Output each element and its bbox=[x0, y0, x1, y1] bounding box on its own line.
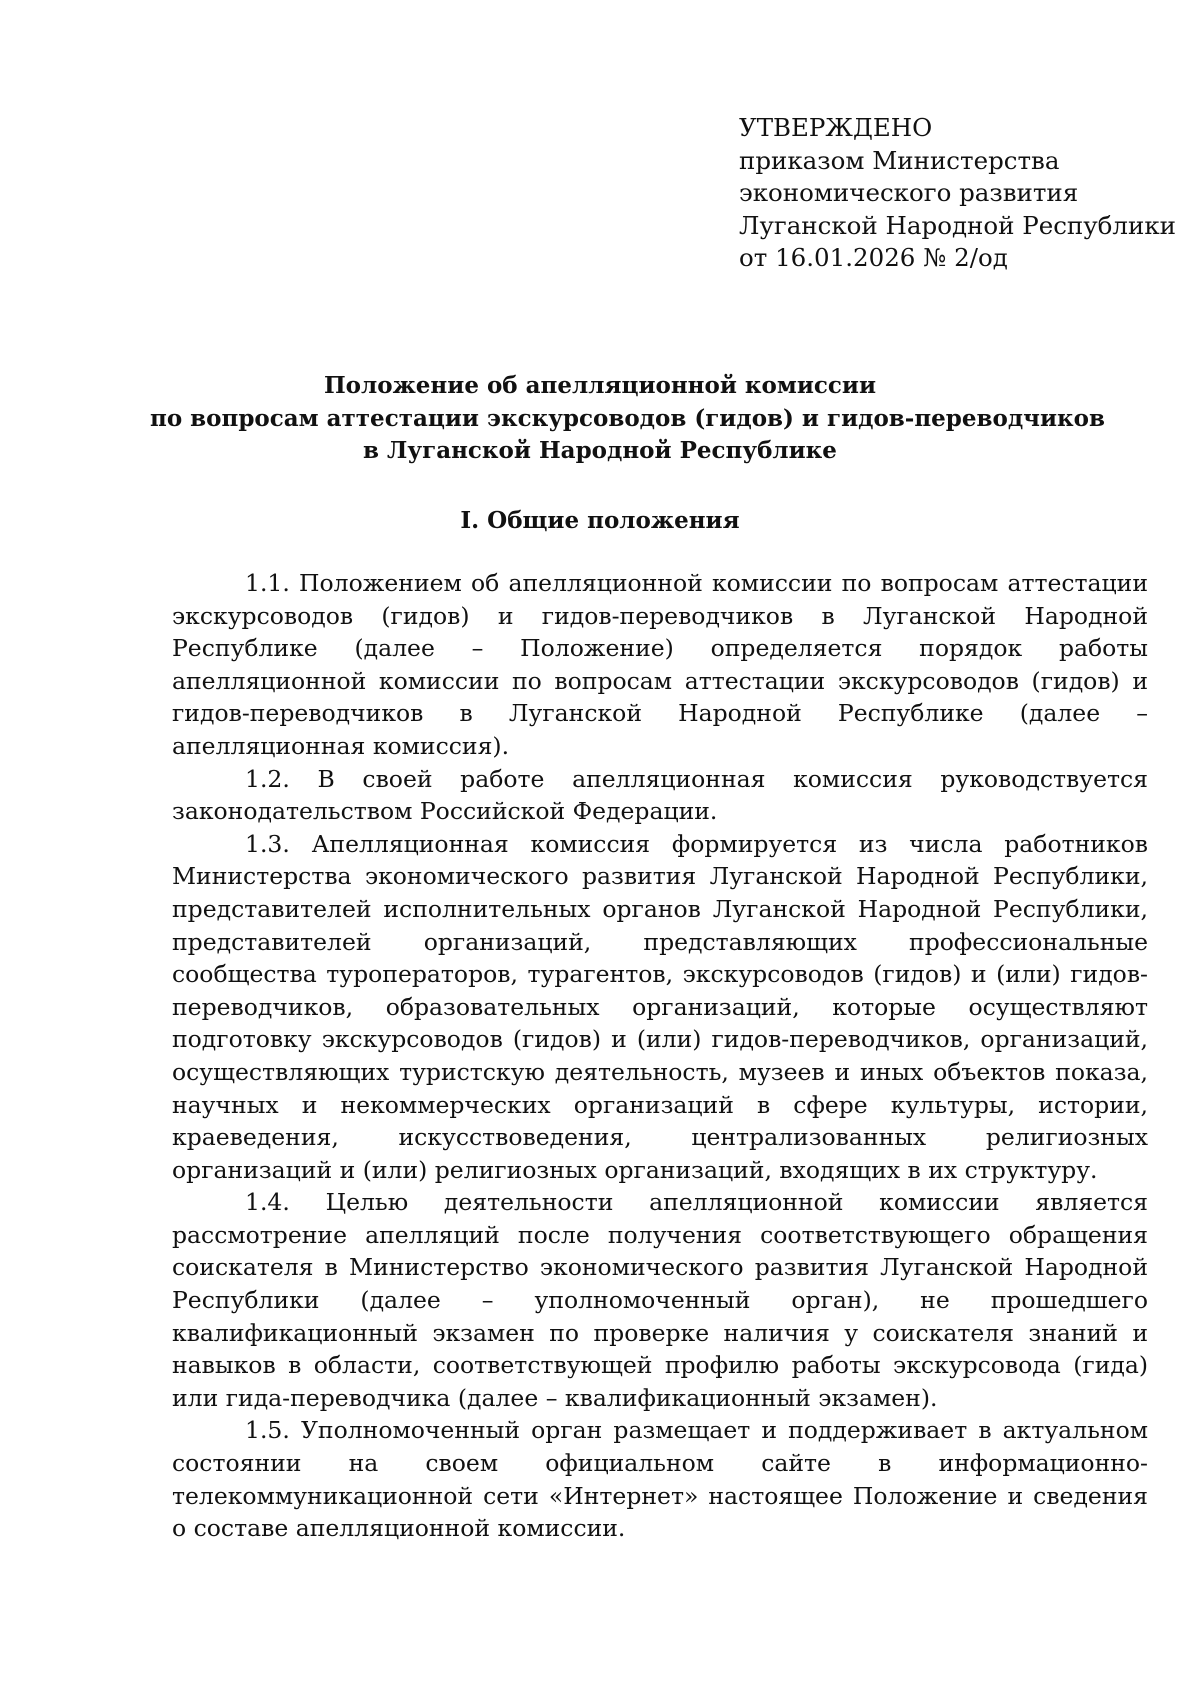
section-heading: I. Общие положения bbox=[460, 507, 740, 534]
approval-order-line: приказом Министерства bbox=[739, 145, 1060, 175]
document-body bbox=[172, 567, 1148, 1545]
paragraph-1-3: 1.3. Апелляционная комиссия формируется из числа работников Министерства экономического развития Луганской Народной Республики, представителей исполнительных органов Луганской Народной Республики, представителей организаций, представляющих профессиональные сообщества туроператоров, турагентов, экскурсоводов (гидов) и (или) гидов-переводчиков, образовательных организаций, которые осуществляют подготовку экскурсоводов (гидов) и (или) гидов-переводчиков, организаций, осуществляющих туристскую деятельность, музеев и иных объектов показа, научных и некоммерческих организаций в сфере культуры, истории, краеведения, искусствоведения, централизованных религиозных организаций и (или) религиозных организаций, входящих в их структуру. bbox=[172, 829, 1148, 1184]
document-title bbox=[150, 370, 1105, 468]
document-title-line-1: Положение об апелляционной комиссии bbox=[323, 372, 877, 399]
paragraph-1-1: 1.1. Положением об апелляционной комиссии по вопросам аттестации экскурсоводов (гидов) и гидов-переводчиков в Луганской Народной Республике (далее – Положение) определяется порядок работы апелляционной комиссии по вопросам аттестации экскурсоводов (гидов) и гидов-переводчиков в Луганской Народной Республике (далее – апелляционная комиссия). bbox=[172, 569, 1148, 760]
document-title-line-3: в Луганской Народной Республике bbox=[363, 437, 837, 464]
approval-date-number: от 16.01.2026 № 2/од bbox=[739, 243, 1008, 272]
paragraph-1-4: 1.4. Целью деятельности апелляционной комиссии является рассмотрение апелляций после получения соответствующего обращения соискателя в Министерство экономического развития Луганской Народной Республики (далее – уполномоченный орган), не прошедшего квалификационный экзамен по проверке наличия у соискателя знаний и навыков в области, соответствующей профилю работы экскурсовода (гида) или гида-переводчика (далее – квалификационный экзамен). bbox=[172, 1188, 1148, 1412]
approval-ministry-line: экономического развития bbox=[739, 178, 1079, 207]
approval-republic-line: Луганской Народной Республики bbox=[739, 210, 1176, 240]
paragraph-1-5: 1.5. Уполномоченный орган размещает и поддерживает в актуальном состоянии на своем официальном сайте в информационно-телекоммуникационной сети «Интернет» настоящее Положение и сведения о составе апелляционной комиссии. bbox=[172, 1416, 1148, 1543]
approval-stamp-block bbox=[739, 112, 1179, 275]
document-title-line-2: по вопросам аттестации экскурсоводов (гидов) и гидов-переводчиков bbox=[150, 404, 1105, 432]
approval-heading: УТВЕРЖДЕНО bbox=[739, 113, 933, 142]
paragraph-1-2: 1.2. В своей работе апелляционная комиссия руководствуется законодательством Российской Федерации. bbox=[172, 764, 1148, 826]
